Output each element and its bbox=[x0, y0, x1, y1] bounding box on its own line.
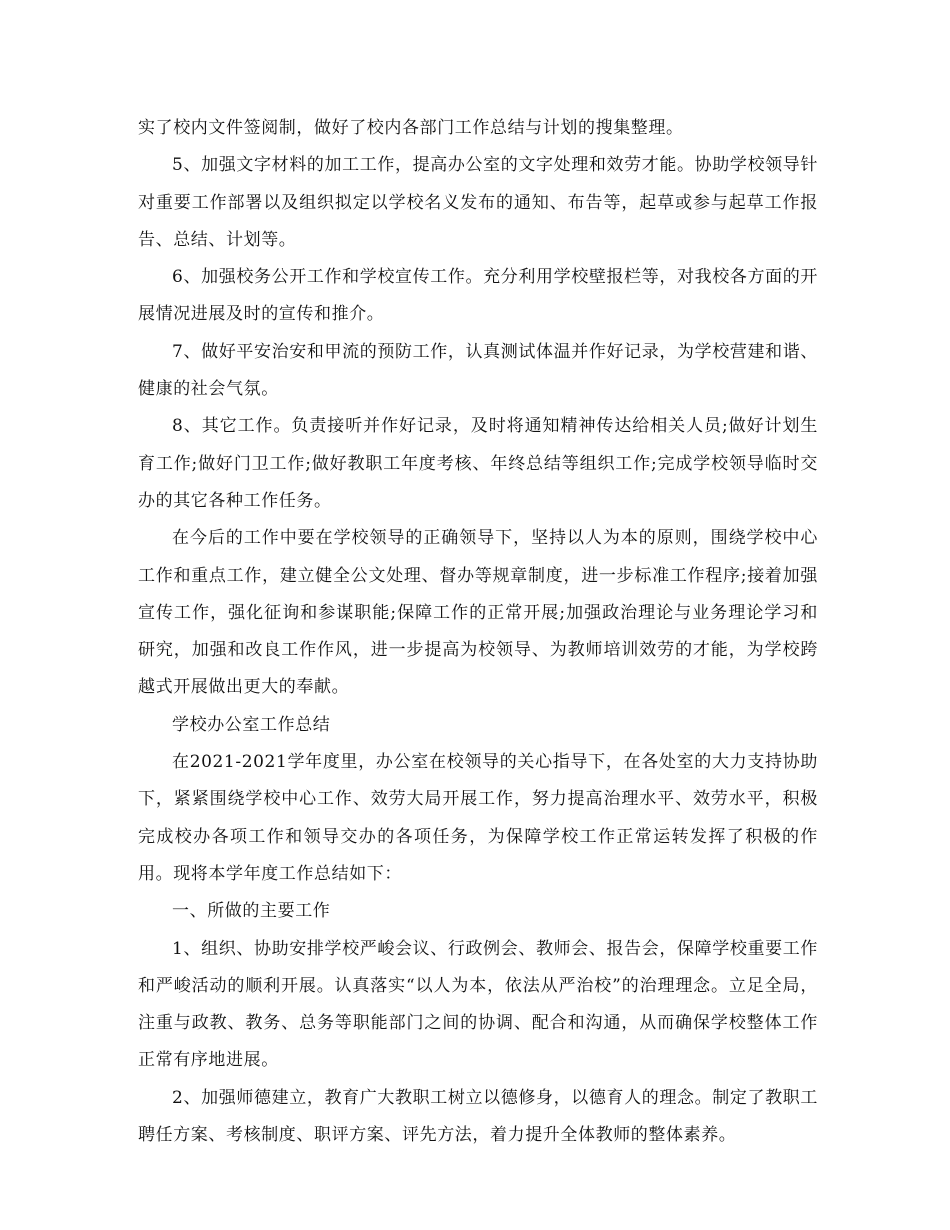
paragraph-item-5: 5、加强文字材料的加工工作，提高办公室的文字处理和效劳才能。协助学校领导针对重要工作部署以及组织拟定以学校名义发布的通知、布告等，起草或参与起草工作报告、总结、计划等。 bbox=[138, 155, 818, 250]
paragraph-item-6: 6、加强校务公开工作和学校宣传工作。充分利用学校壁报栏等，对我校各方面的开展情况进展及时的宣传和推介。 bbox=[138, 267, 818, 325]
paragraph-item-8: 8、其它工作。负责接听并作好记录，及时将通知精神传达给相关人员;做好计划生育工作;做好门卫工作;做好教职工年度考核、年终总结等组织工作;完成学校领导临时交办的其它各种工作任务。 bbox=[138, 416, 818, 511]
paragraph-intro: 在2021-2021学年度里，办公室在校领导的关心指导下，在各处室的大力支持协助下，紧紧围绕学校中心工作、效劳大局开展工作，努力提高治理水平、效劳水平，积极完成校办各项工作和领导交办的各项任务，为保障学校工作正常运转发挥了积极的作用。现将本学年度工作总结如下： bbox=[138, 752, 818, 884]
section-heading: 一、所做的主要工作 bbox=[172, 901, 331, 922]
document-body bbox=[138, 110, 818, 1154]
paragraph-work-2: 2、加强师德建立，教育广大教职工树立以德修身，以德育人的理念。制定了教职工聘任方案、考核制度、职评方案、评先方法，着力提升全体教师的整体素养。 bbox=[138, 1087, 818, 1146]
paragraph-item-7: 7、做好平安治安和甲流的预防工作，认真测试体温并作好记录，为学校营建和谐、健康的社会气氛。 bbox=[138, 341, 818, 400]
section-title: 学校办公室工作总结 bbox=[172, 714, 331, 735]
paragraph-continuation: 实了校内文件签阅制，做好了校内各部门工作总结与计划的搜集整理。 bbox=[138, 118, 684, 138]
paragraph-future-plan: 在今后的工作中要在学校领导的正确领导下，坚持以人为本的原则，围绕学校中心工作和重点工作，建立健全公文处理、督办等规章制度，进一步标准工作程序;接着加强宣传工作，强化征询和参谋职能;保障工作的正常开展;加强政治理论与业务理论学习和研究，加强和改良工作作风，进一步提高为校领导、为教师培训效劳的才能，为学校跨越式开展做出更大的奉献。 bbox=[138, 528, 818, 698]
paragraph-work-1: 1、组织、协助安排学校严峻会议、行政例会、教师会、报告会，保障学校重要工作和严峻活动的顺利开展。认真落实“以人为本，依法从严治校”的治理理念。立足全局，注重与政教、教务、总务等职能部门之间的协调、配合和沟通，从而确保学校整体工作正常有序地进展。 bbox=[138, 938, 818, 1071]
